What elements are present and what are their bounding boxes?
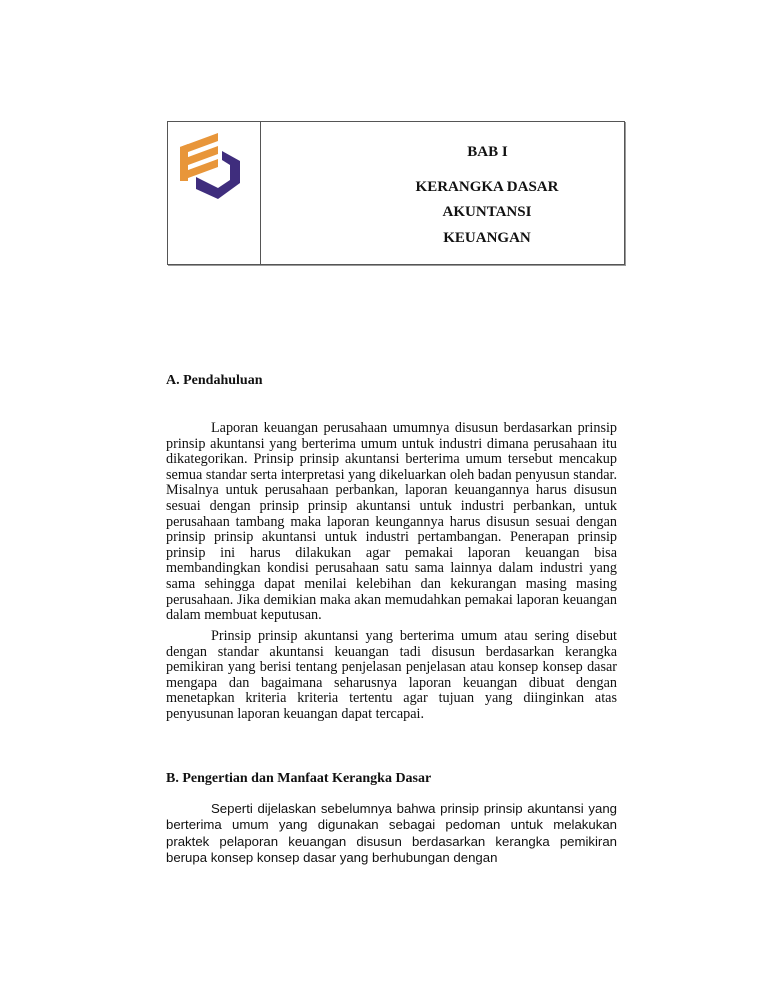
title-line-3: KEUANGAN <box>443 230 531 246</box>
chapter-header-box <box>167 121 625 265</box>
section-b-heading: B. Pengertian dan Manfaat Kerangka Dasar <box>166 771 432 786</box>
institution-logo-icon <box>178 127 248 202</box>
section-a-paragraph-1: Laporan keuangan perusahaan umumnya disusun berdasarkan prinsip prinsip akuntansi yang berterima umum untuk industri dimana perusahaan itu dikategorikan. Prinsip prinsip akuntansi berterima umum tersebut mencakup semua standar serta interpretasi yang dikeluarkan oleh badan penyusun standar. Misalnya untuk perusahaan perbankan, laporan keuangannya harus disusun sesuai dengan prinsip prinsip akuntansi untuk industri perbankan, untuk perusahaan tambang maka laporan keungannya harus disusun sesuai dengan prinsip prinsip akuntansi untuk industri pertambangan. Penerapan prinsip prinsip ini harus dilakukan agar pemakai laporan keuangan bisa membandingkan kondisi perusahaan satu sama lainnya dalam industri yang sama sehingga dapat menilai kelebihan dan kekurangan masing masing perusahaan. Jika demikian maka akan memudahkan pemakai laporan keuangan dalam membuat keputusan. <box>166 420 617 624</box>
chapter-title-cell <box>260 122 624 264</box>
section-a-paragraph-2: Prinsip prinsip akuntansi yang berterima umum atau sering disebut dengan standar akuntansi keuangan tadi disusun berdasarkan kerangka pemikiran yang berisi tentang penjelasan penjelasan atau konsep konsep dasar mengapa dan bagaimana seharusnya laporan keuangan dibuat dengan menetapkan kriteria kriteria tertentu agar tujuan yang diinginkan atas penyusunan laporan keuangan dapat tercapai. <box>166 628 617 722</box>
section-a-heading: A. Pendahuluan <box>166 373 263 388</box>
title-line-2: AKUNTANSI <box>442 204 532 220</box>
title-line-1: KERANGKA DASAR <box>415 179 559 195</box>
chapter-label: BAB I <box>467 144 508 160</box>
section-b-paragraph-1: Seperti dijelaskan sebelumnya bahwa prinsip prinsip akuntansi yang berterima umum yang digunakan sebagai pedoman untuk melakukan praktek pelaporan keuangan disusun berdasarkan kerangka pemikiran berupa konsep konsep dasar yang berhubungan dengan <box>166 801 617 866</box>
logo-cell <box>168 122 261 264</box>
